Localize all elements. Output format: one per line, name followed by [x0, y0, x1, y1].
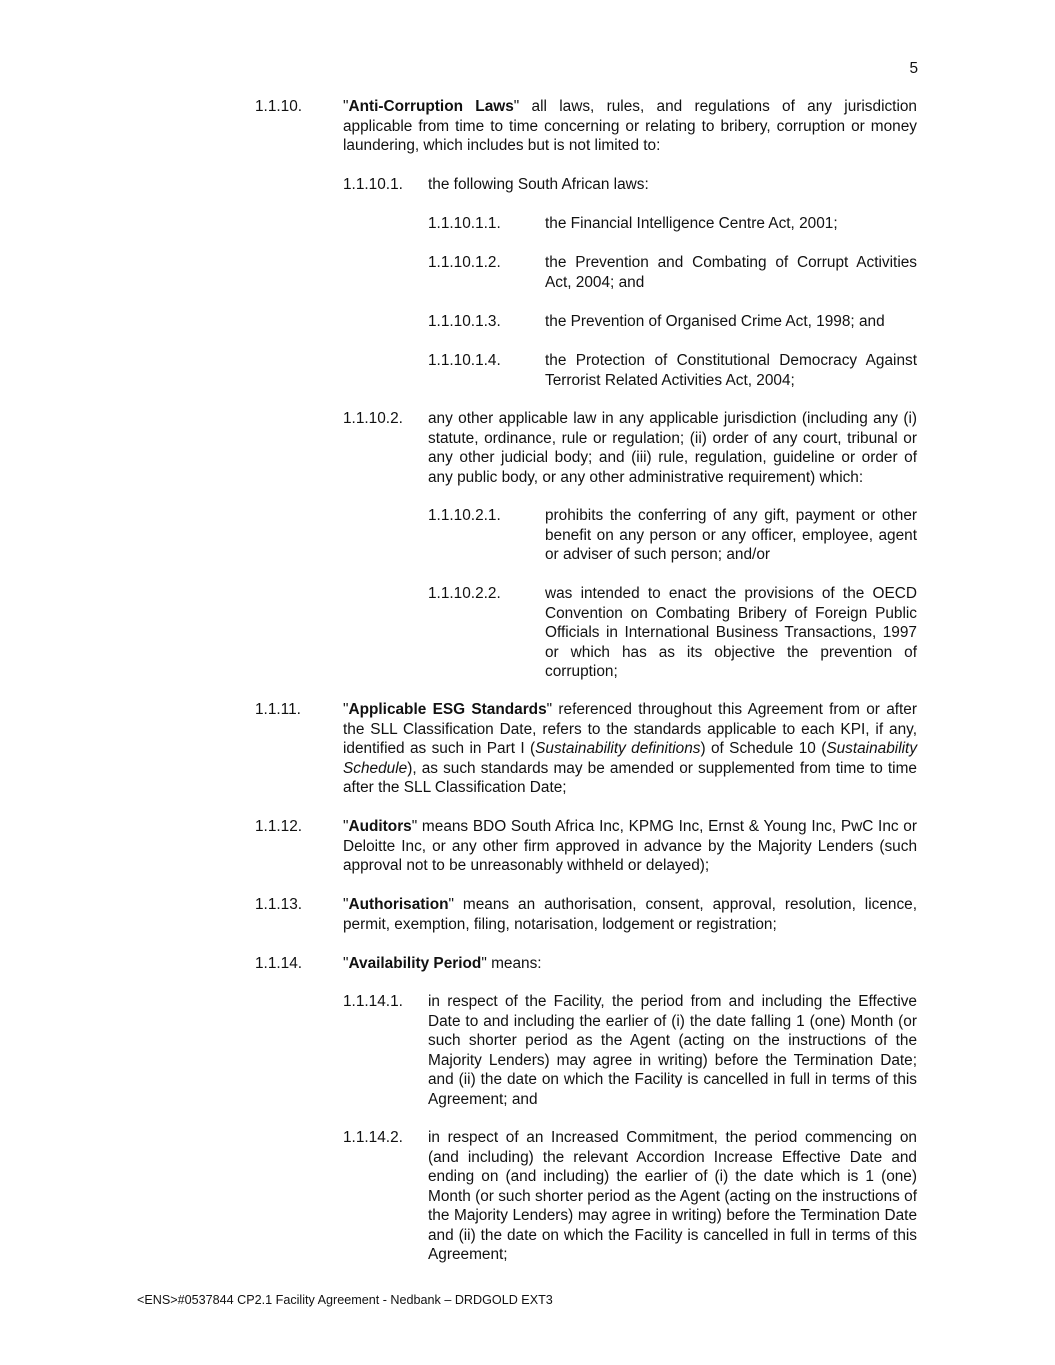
footer-reference: <ENS>#0537844 CP2.1 Facility Agreement - Nedbank – DRDGOLD EXT3 — [137, 1293, 553, 1307]
page-number: 5 — [909, 60, 918, 77]
clause-number: 1.1.13. — [255, 896, 303, 913]
clause-text: "Availability Period" means: — [343, 955, 542, 972]
clause-text: in respect of an Increased Commitment, the period commencing on (and including) the relevant Accordion Increase Effective Date and ending on (and including) the earlier of (i) the date which is 1 (one) Month (or such shorter period as the Agent (acting on the instructions of the Majority Lenders) may agree in writing) before the Termination Date and (ii) the date on which the Facility is cancelled in full in terms of this Agreement; — [428, 1129, 917, 1263]
clause-number: 1.1.10.2.1. — [428, 507, 501, 524]
clause-number: 1.1.12. — [255, 818, 303, 835]
clause-number: 1.1.10.2.2. — [428, 585, 501, 602]
clause-text: the Protection of Constitutional Democracy Against Terrorist Related Activities Act, 2004; — [545, 352, 917, 389]
clause-text: the Financial Intelligence Centre Act, 2001; — [545, 215, 838, 232]
clause-text: was intended to enact the provisions of the OECD Convention on Combating Bribery of Foreign Public Officials in International Business Transactions, 1997 or which has as its objective the prevention of corruption; — [545, 585, 917, 680]
clause-text: "Auditors" means BDO South Africa Inc, KPMG Inc, Ernst & Young Inc, PwC Inc or Deloitte Inc, or any other firm approved in advance by the Majority Lenders (such approval not to be unreasonably withheld or delayed); — [343, 818, 917, 874]
defined-term: Auditors — [348, 818, 412, 835]
clause-number: 1.1.11. — [255, 701, 301, 718]
clause-number: 1.1.10.2. — [343, 410, 403, 427]
defined-term: Authorisation — [348, 896, 449, 913]
clause-number: 1.1.10.1.1. — [428, 215, 501, 232]
clause-text: the Prevention and Combating of Corrupt Activities Act, 2004; and — [545, 254, 917, 291]
clause-text: "Applicable ESG Standards" referenced throughout this Agreement from or after the SLL Classification Date, refers to the standards applicable to each KPI, if any, identified as such in Part I (Sustainability definitions) of Schedule 10 (Sustainability Schedule), as such standards may be amended or supplemented from time to time after the SLL Classification Date; — [343, 701, 918, 796]
clause-text: any other applicable law in any applicable jurisdiction (including any (i) statute, ordinance, rule or regulation; (ii) order of any court, tribunal or any other judicial body; and (iii) rule, regulation, guideline or order of any public body, or any other administrative requirement) which: — [428, 410, 917, 486]
clause-text: the following South African laws: — [428, 176, 649, 193]
clause-number: 1.1.14.2. — [343, 1129, 403, 1146]
clause-number: 1.1.10. — [255, 98, 303, 115]
clause-text: "Authorisation" means an authorisation, consent, approval, resolution, licence, permit, exemption, filing, notarisation, lodgement or registration; — [343, 896, 917, 933]
clause-number: 1.1.10.1.2. — [428, 254, 501, 271]
clause-number: 1.1.14. — [255, 955, 303, 972]
clause-text: prohibits the conferring of any gift, payment or other benefit on any person or any officer, employee, agent or adviser of such person; and/or — [545, 507, 917, 563]
clause-text: in respect of the Facility, the period from and including the Effective Date to and including the earlier of (i) the date falling 1 (one) Month (or such shorter period as the Agent (acting on the instructions of the Majority Lenders) may agree in writing) before the Termination Date; and (ii) the date on which the Facility is cancelled in full in terms of this Agreement; and — [428, 993, 917, 1108]
defined-term: Availability Period — [348, 955, 482, 972]
clause-text: the Prevention of Organised Crime Act, 1998; and — [545, 313, 885, 330]
clause-number: 1.1.10.1.3. — [428, 313, 501, 330]
clause-number: 1.1.10.1.4. — [428, 352, 501, 369]
clause-number: 1.1.10.1. — [343, 176, 403, 193]
defined-term: Anti-Corruption Laws — [348, 98, 514, 115]
clause-number: 1.1.14.1. — [343, 993, 403, 1010]
clause-text: "Anti-Corruption Laws" all laws, rules, and regulations of any jurisdiction applicable from time to time concerning or relating to bribery, corruption or money laundering, which includes but is not limited to: — [343, 98, 917, 154]
defined-term: Applicable ESG Standards — [348, 701, 547, 718]
